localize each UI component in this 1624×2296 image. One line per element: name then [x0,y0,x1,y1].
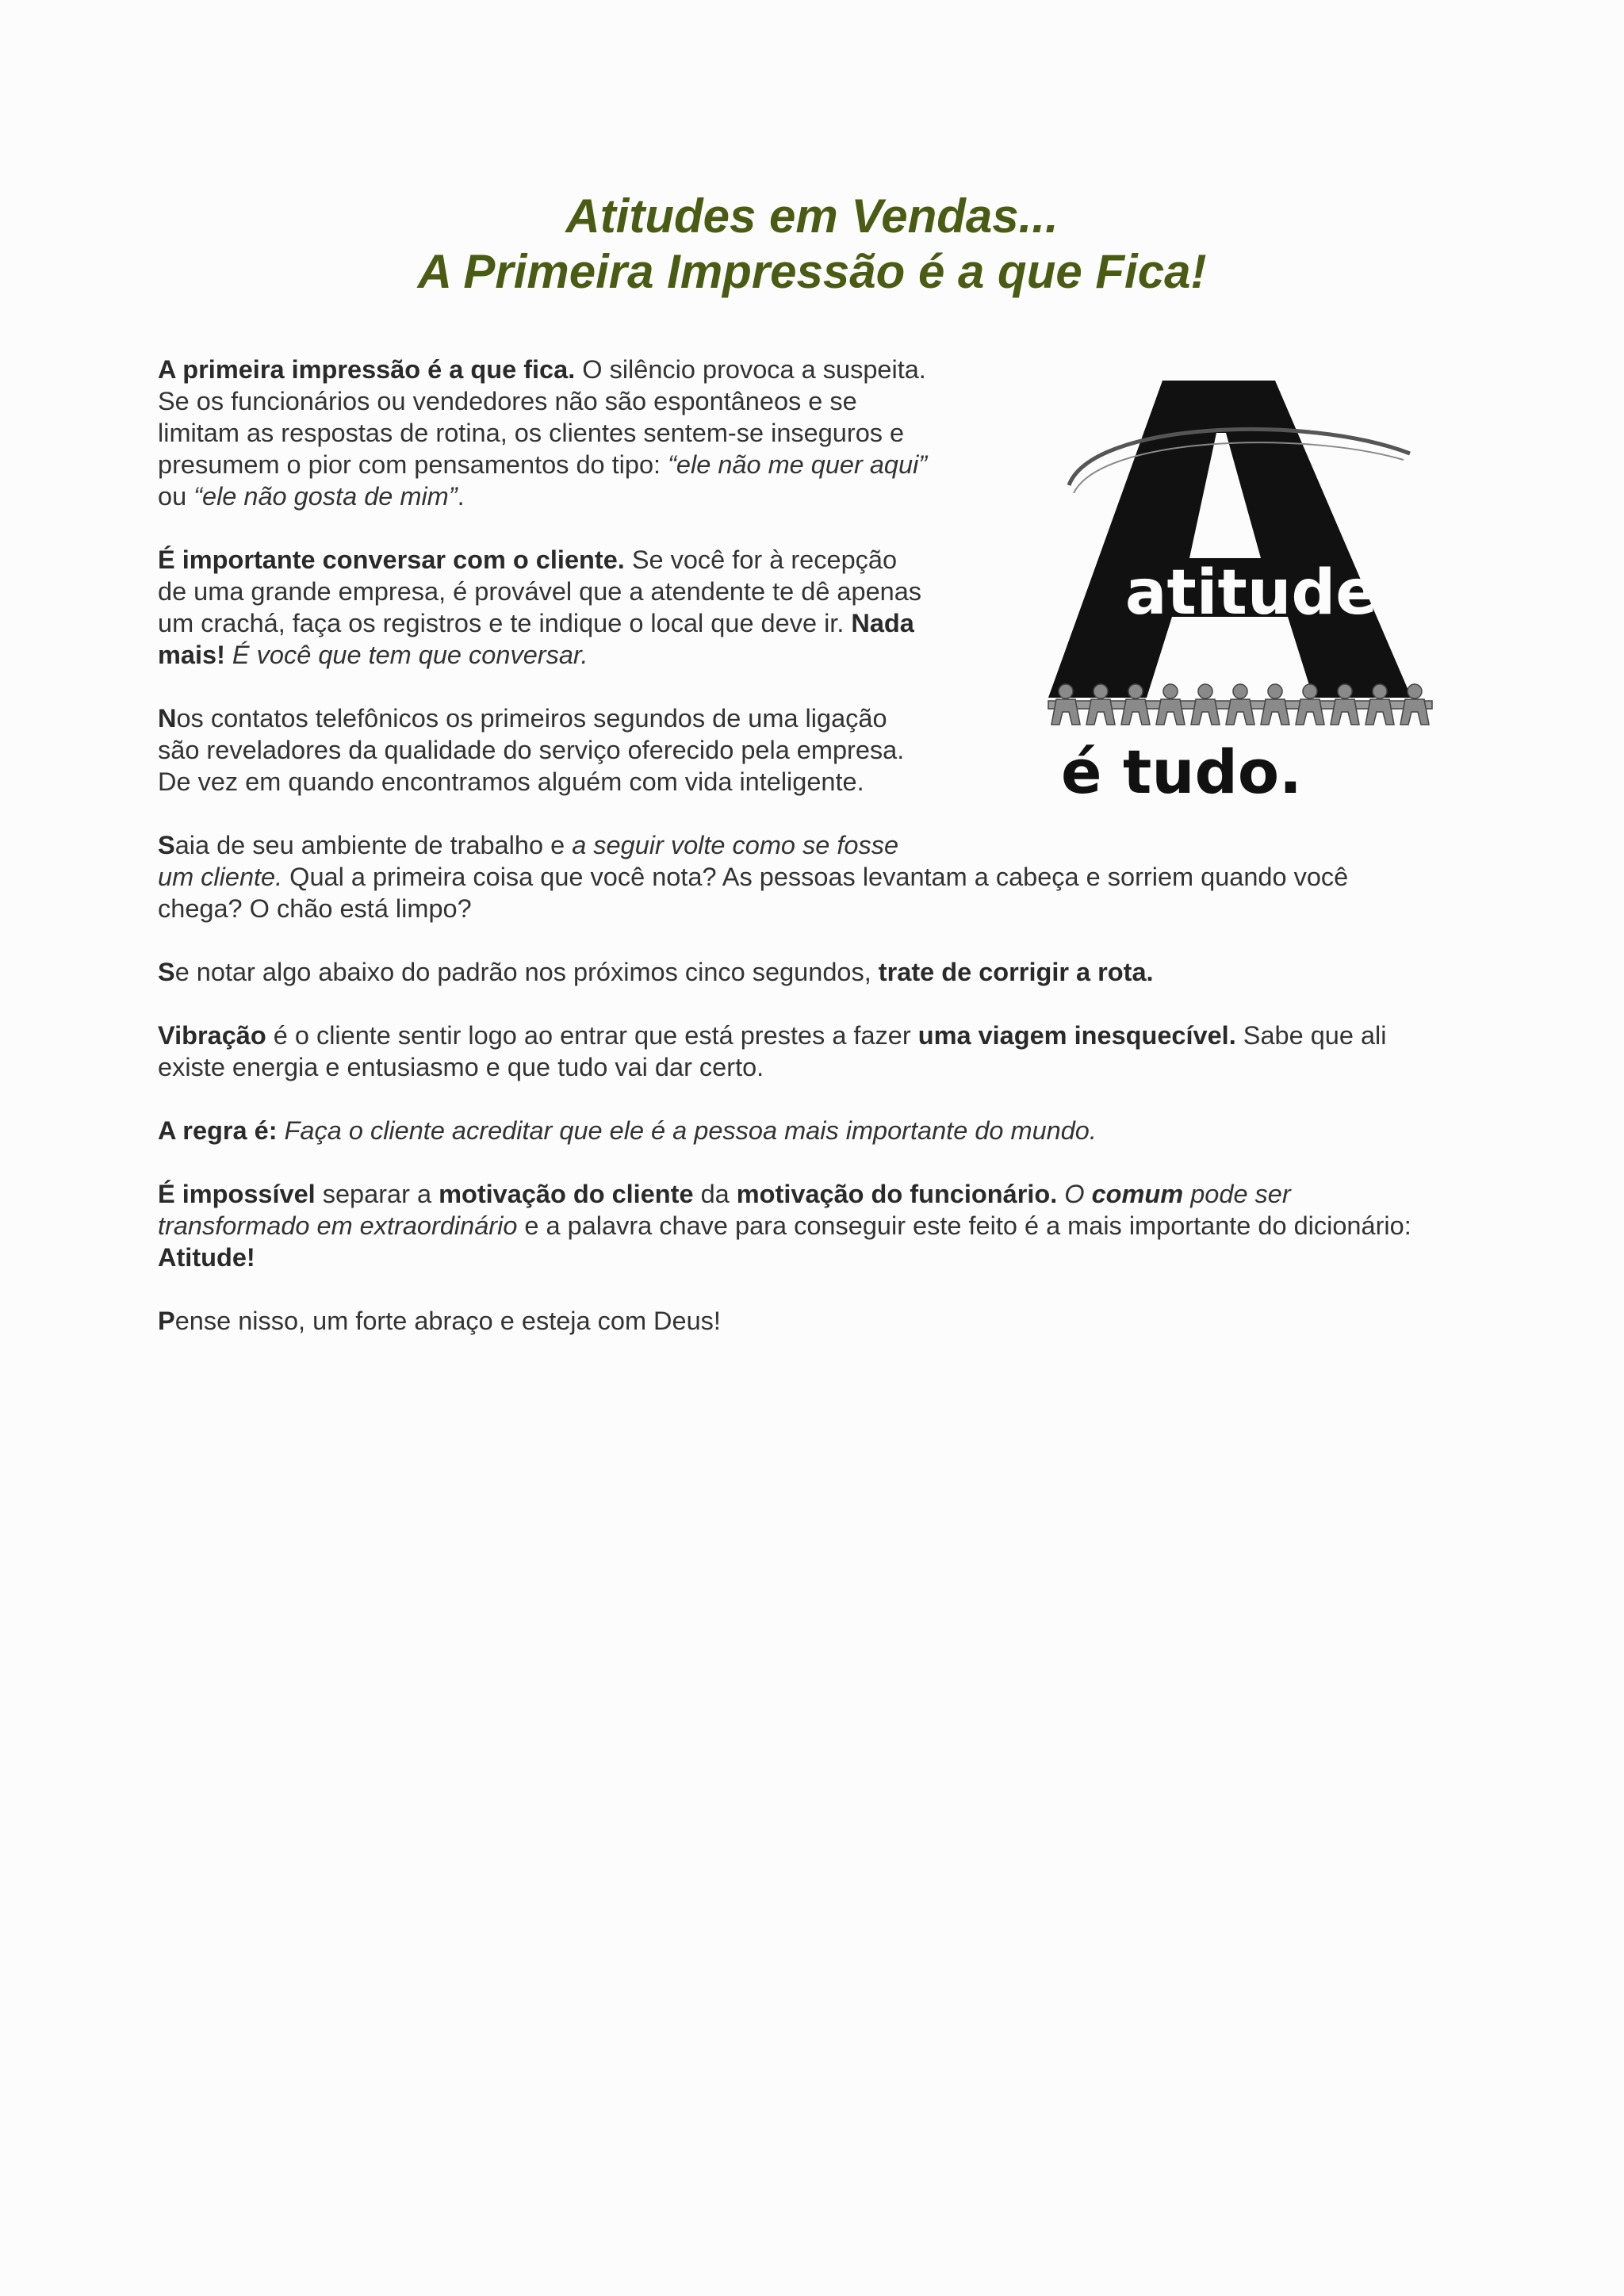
title-line-2: A Primeira Impressão é a que Fica! [417,245,1207,298]
logo-word: atitude [1124,557,1378,629]
paragraph-conversation: É importante conversar com o cliente. Se você for à recepção de uma grande empresa, é provável que a atendente te dê apenas um crachá, faça os registros e te indique o local que deve ir. Nada mais! É você que tem que conversar. [158,545,922,669]
paragraph-rule: A regra é: Faça o cliente acreditar que ele é a pessoa mais importante do mundo. [158,1116,1097,1145]
paragraph-leave-workplace: Saia de seu ambiente de trabalho e a seguir volte como se fosse um cliente. Qual a primeira coisa que você nota? As pessoas levantam a cabeça e sorriem quando você chega? O chão está limpo? [158,831,1349,923]
paragraph-phone-contacts: Nos contatos telefônicos os primeiros segundos de uma ligação são reveladores da qualidade do serviço oferecido pela empresa. De vez em quando encontramos alguém com vida inteligente. [158,704,905,796]
paragraph-closing: Pense nisso, um forte abraço e esteja com Deus! [158,1307,721,1335]
article-body [158,354,1506,1368]
paragraph-below-standard: Se notar algo abaixo do padrão nos próximos cinco segundos, trate de corrigir a rota. [158,958,1154,986]
paragraph-first-impression: A primeira impressão é a que fica. O silêncio provoca a suspeita. Se os funcionários ou vendedores não são espontâneos e se limitam as respostas de rotina, os clientes sentem-se inseguros e presumem o pior com pensamentos do tipo: “ele não me quer aqui” ou “ele não gosta de mim”. [158,355,928,511]
title-line-1: Atitudes em Vendas... [565,189,1059,243]
paragraph-motivation: É impossível separar a motivação do cliente da motivação do funcionário. O comum pode ser transformado em extraordinário e a palavra chave para conseguir este feito é a mais importante do dicionário: Atitude! [158,1180,1411,1272]
page-title [0,189,1624,300]
logo-tagline: é tudo. [1061,737,1302,807]
paragraph-vibration: Vibração é o cliente sentir logo ao entrar que está prestes a fazer uma viagem inesquecível. Sabe que ali existe energia e entusiasmo e que tudo vai dar certo. [158,1021,1387,1081]
